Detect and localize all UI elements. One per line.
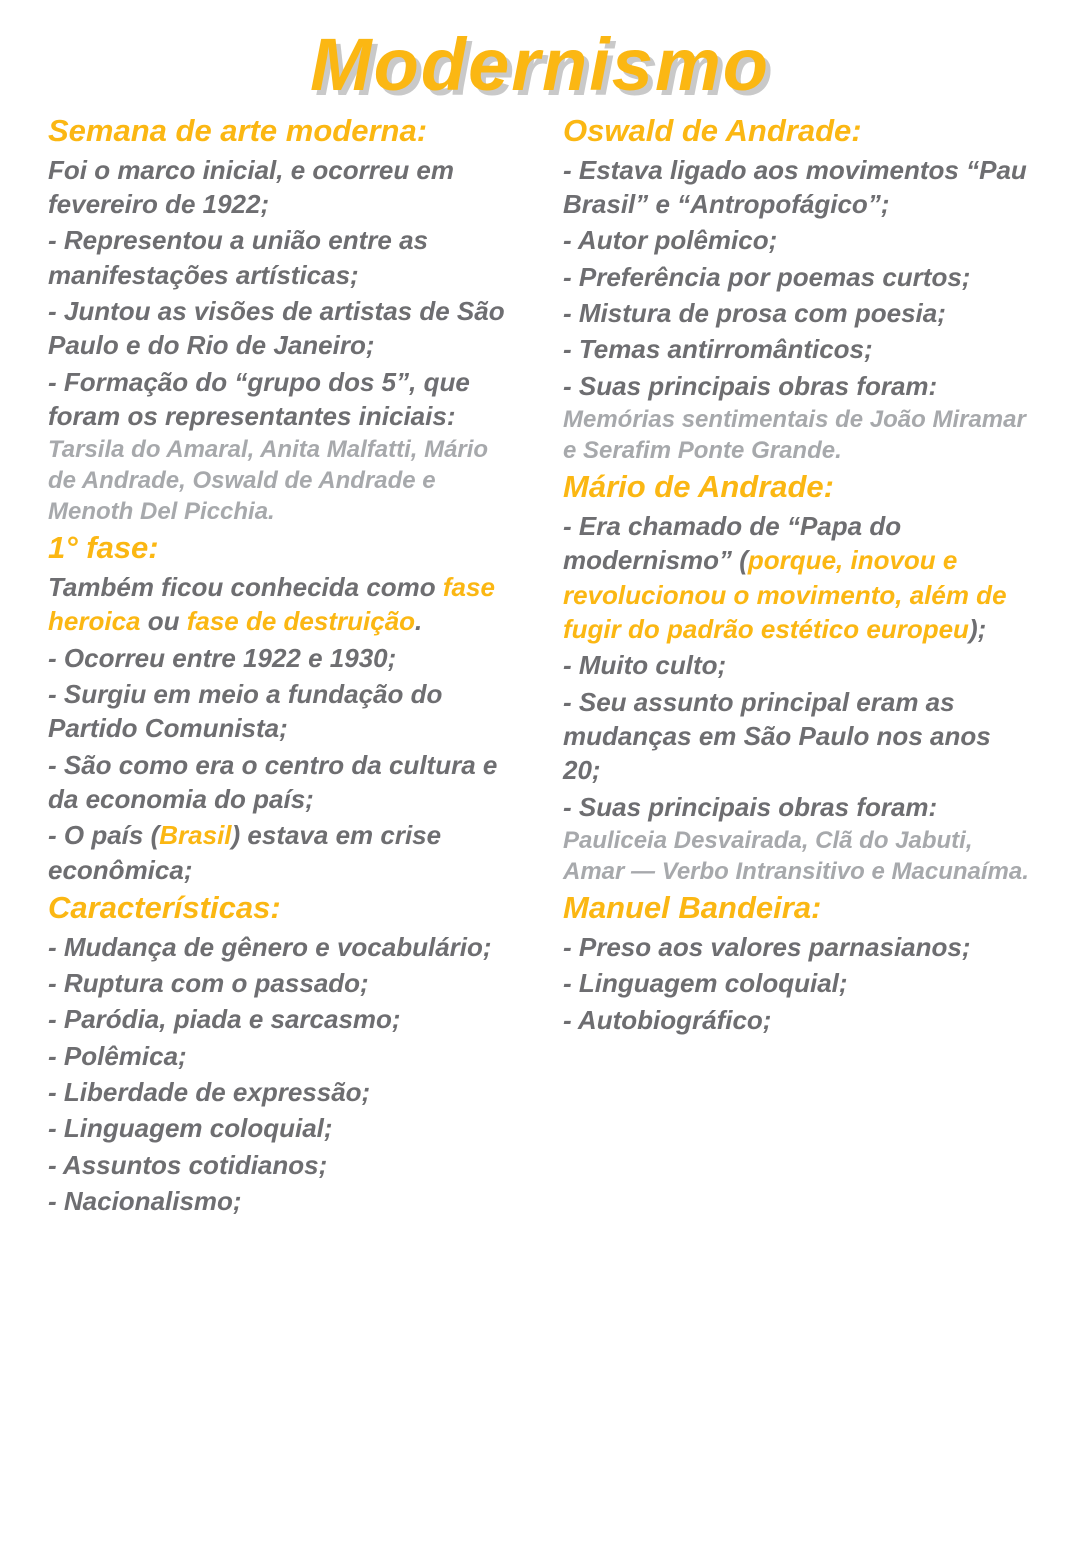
section-heading-fase1: 1° fase: (48, 530, 159, 566)
right-column (563, 110, 1032, 1220)
paragraph-mixed (563, 509, 1032, 646)
text-segment: - O país ( (48, 820, 160, 851)
section-heading-caracteristicas: Características: (48, 889, 281, 925)
list-item: - Assuntos cotidianos; (48, 1149, 328, 1180)
paragraph: - Representou a união entre as manifestações artísticas; (48, 225, 428, 290)
left-column (48, 110, 517, 1220)
list-item: - Mudança de gênero e vocabulário; (48, 931, 492, 962)
list-item: - Ruptura com o passado; (48, 968, 369, 999)
paragraph: - Juntou as visões de artistas de São Paulo e do Rio de Janeiro; (48, 296, 505, 361)
list-item: - Paródia, piada e sarcasmo; (48, 1004, 401, 1035)
section-oswald-de-andrade (563, 112, 1032, 466)
text-segment-highlight: porque, inovou e revolucionou o movimento, além de fugir do padrão estético europeu (563, 545, 1007, 645)
text-segment: ) estava em crise econômica; (48, 820, 442, 885)
paragraph: - Seu assunto principal eram as mudanças em São Paulo nos anos 20; (563, 686, 991, 786)
section-primeira-fase (48, 529, 517, 887)
paragraph: - Mistura de prosa com poesia; (563, 298, 946, 328)
section-heading-mario: Mário de Andrade: (563, 469, 834, 505)
section-manuel-bandeira (563, 889, 1032, 1037)
section-caracteristicas (48, 889, 517, 1218)
paragraph: - Formação do “grupo dos 5”, que foram os representantes iniciais: (48, 366, 470, 431)
paragraph: - Autobiográfico; (563, 1004, 772, 1035)
list-item: - Linguagem coloquial; (48, 1113, 333, 1144)
paragraph: - Preso aos valores parnasianos; (563, 932, 971, 963)
list-item: - Nacionalismo; (48, 1185, 242, 1216)
note-artists-list: Tarsila do Amaral, Anita Malfatti, Mário de Andrade, Oswald de Andrade e Menoth Del Picchia. (48, 436, 489, 525)
section-heading-manuel: Manuel Bandeira: (563, 890, 822, 926)
text-segment: . (415, 606, 423, 637)
text-segment-highlight: Brasil (159, 820, 232, 851)
paragraph: - Autor polêmico; (563, 225, 778, 256)
columns-container (48, 110, 1032, 1220)
paragraph: - Suas principais obras foram: (563, 791, 938, 822)
text-segment: - Era chamado de “Papa do modernismo” ( (563, 511, 902, 576)
paragraph: - Temas antirromânticos; (563, 334, 873, 365)
section-mario-de-andrade (563, 468, 1032, 887)
list-item: - Polêmica; (48, 1040, 187, 1071)
section-heading-semana: Semana de arte moderna: (48, 113, 428, 148)
paragraph: - Linguagem coloquial; (563, 968, 848, 999)
paragraph: - Ocorreu entre 1922 e 1930; (48, 642, 397, 673)
paragraph-mixed (48, 570, 517, 639)
note-oswald-works: Memórias sentimentais de João Miramar e Serafim Ponte Grande. (563, 405, 1026, 464)
text-segment-highlight: fase heroica (48, 572, 495, 637)
page-title: Modernismo (310, 23, 770, 106)
note-mario-works: Pauliceia Desvairada, Clã do Jabuti, Amar — Verbo Intransitivo e Macunaíma. (563, 826, 1029, 885)
text-segment-highlight: fase de destruição (186, 606, 416, 637)
paragraph: - Muito culto; (563, 650, 727, 681)
section-heading-oswald: Oswald de Andrade: (563, 113, 862, 148)
paragraph: - Suas principais obras foram: (563, 370, 938, 401)
text-segment: Também ficou conhecida como (48, 572, 443, 603)
paragraph: - Surgiu em meio a fundação do Partido Comunista; (48, 679, 443, 744)
paragraph: - Preferência por poemas curtos; (563, 261, 971, 292)
text-segment: ); (968, 614, 987, 645)
paragraph: - Estava ligado aos movimentos “Pau Brasil” e “Antropofágico”; (563, 154, 1027, 220)
list-item: - Liberdade de expressão; (48, 1076, 371, 1107)
text-segment: ou (140, 606, 187, 637)
paragraph: Foi o marco inicial, e ocorreu em fevereiro de 1922; (48, 154, 455, 220)
section-semana-de-arte-moderna (48, 112, 517, 527)
paragraph-mixed (48, 818, 517, 887)
paragraph: - São como era o centro da cultura e da economia do país; (48, 749, 498, 815)
